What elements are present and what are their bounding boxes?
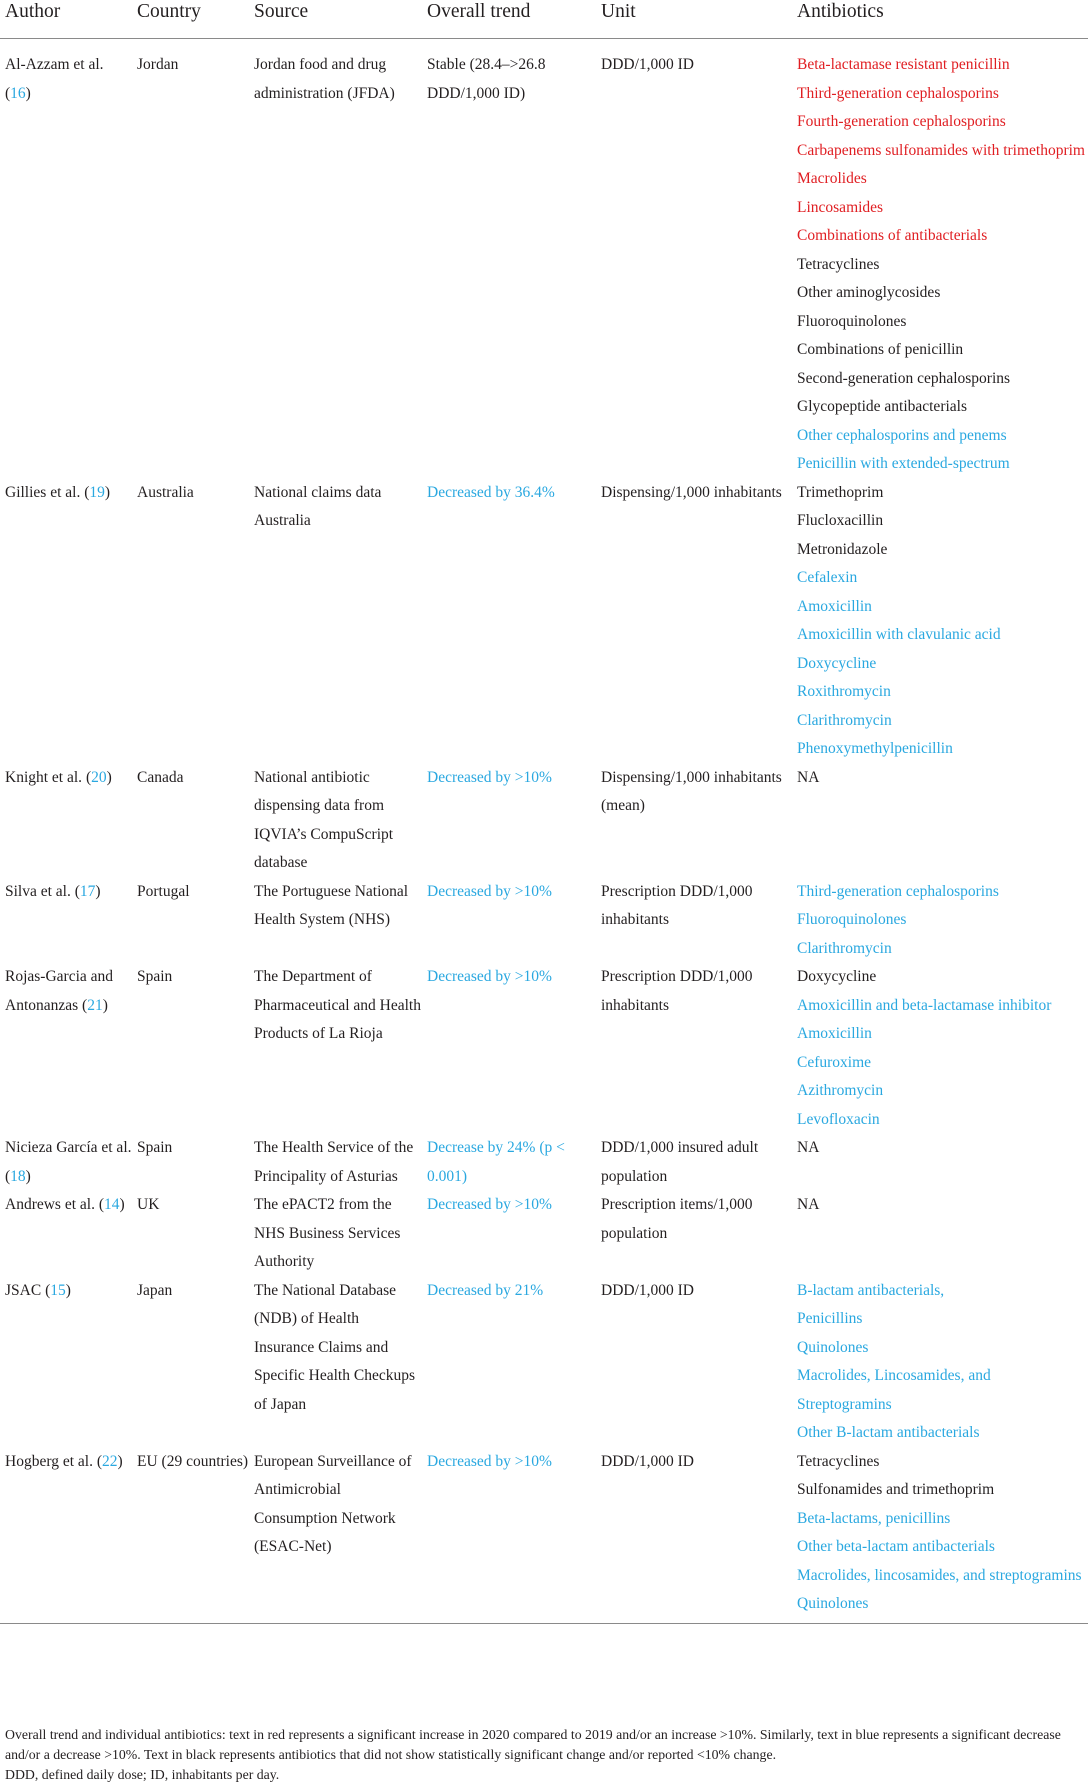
antibiotic-item: Beta-lactams, penicillins	[797, 1509, 951, 1527]
author-name: Rojas-Garcia and Antonanzas	[5, 968, 114, 1014]
trend-cell	[422, 1448, 596, 1624]
antibiotic-item: Quinolones	[797, 1595, 869, 1612]
antibiotics-cell	[792, 479, 1088, 764]
header-source: Source	[249, 0, 422, 39]
antibiotics-cell	[792, 1448, 1088, 1624]
table-row	[0, 1134, 1088, 1191]
author-name: Silva et al.	[5, 882, 71, 900]
source-cell	[249, 878, 422, 964]
author-name: Andrews et al.	[5, 1196, 95, 1213]
antibiotic-item: Macrolides	[797, 170, 867, 187]
country-cell	[132, 479, 249, 764]
country-cell	[132, 1134, 249, 1191]
antibiotic-item: Fluoroquinolones	[797, 911, 907, 928]
trend-cell	[422, 1191, 596, 1277]
unit-cell	[596, 39, 792, 479]
source-text: The ePACT2 from the NHS Business Services Authority	[254, 1196, 401, 1270]
antibiotic-item: Cefalexin	[797, 569, 858, 586]
unit-text: DDD/1,000 ID	[601, 1452, 694, 1470]
reference-link[interactable]: 19	[89, 483, 105, 501]
unit-text: Dispensing/1,000 inhabitants (mean)	[601, 768, 782, 814]
header-overall-trend: Overall trend	[422, 0, 596, 39]
source-cell	[249, 479, 422, 764]
unit-cell	[596, 764, 792, 878]
country-cell	[132, 963, 249, 1134]
antibiotic-item: Clarithromycin	[797, 939, 892, 957]
unit-cell	[596, 1277, 792, 1448]
source-text: The Health Service of the Principality of Asturias	[254, 1139, 414, 1185]
antibiotic-item: Other aminoglycosides	[797, 284, 941, 301]
antibiotic-item: Third-generation cephalosporins	[797, 882, 999, 900]
author-name: Knight et al.	[5, 768, 83, 786]
trend-cell	[422, 479, 596, 764]
unit-cell	[596, 1134, 792, 1191]
source-text: The National Database (NDB) of Health Insurance Claims and Specific Health Checkups of Japan	[254, 1281, 415, 1413]
reference-link[interactable]: 15	[50, 1281, 66, 1299]
trend-cell	[422, 1277, 596, 1448]
table-row	[0, 1448, 1088, 1624]
antibiotics-cell	[792, 39, 1088, 479]
footnote-color-legend: Overall trend and individual antibiotics: text in red represents a significant increase in 2020 compared to 2019 and/or an increase >10%. Similarly, text in blue represents a significant decrease and/or a decrease >10%. Text in black represents antibiotics that did not show statistically significant change and/or reported <10% change.	[5, 1727, 1061, 1762]
header-antibiotics: Antibiotics	[792, 0, 1088, 39]
antibiotic-item: B-lactam antibacterials,	[797, 1281, 945, 1299]
antibiotic-item: Fluoroquinolones	[797, 312, 907, 330]
antibiotic-item: Phenoxymethylpenicillin	[797, 740, 953, 757]
author-cell: Al-Azzam et al. (16)	[5, 56, 104, 102]
antibiotic-item: Azithromycin	[797, 1082, 884, 1099]
author-cell: Knight et al. (20)	[5, 768, 112, 786]
antibiotic-item: Glycopeptide antibacterials	[797, 398, 968, 415]
antibiotics-cell	[792, 764, 1088, 878]
antibiotic-item: Tetracyclines	[797, 1452, 880, 1470]
source-text: Jordan food and drug administration (JFDA)	[254, 56, 395, 102]
author-name: Nicieza García et al.	[5, 1139, 132, 1156]
antibiotic-item: Carbapenems sulfonamides with trimethoprim	[797, 141, 1085, 159]
antibiotic-item: Penicillins	[797, 1310, 863, 1327]
reference-link[interactable]: 17	[79, 882, 96, 900]
trend-text: Decreased by >10%	[427, 1452, 552, 1470]
antibiotic-item: Other cephalosporins and penems	[797, 426, 1007, 444]
unit-text: Prescription items/1,000 population	[601, 1196, 753, 1242]
antibiotics-cell	[792, 878, 1088, 964]
author-cell: JSAC (15)	[5, 1281, 71, 1299]
trend-cell	[422, 764, 596, 878]
country-cell	[132, 878, 249, 964]
unit-text: Prescription DDD/1,000 inhabitants	[601, 968, 753, 1014]
unit-cell	[596, 1448, 792, 1624]
antibiotics-cell	[792, 963, 1088, 1134]
author-name: Al-Azzam et al.	[5, 56, 104, 73]
antibiotics-cell	[792, 1191, 1088, 1277]
unit-text: DDD/1,000 insured adult population	[601, 1139, 759, 1185]
country-text: UK	[137, 1196, 160, 1213]
country-cell	[132, 39, 249, 479]
author-cell: Hogberg et al. (22)	[0, 1448, 132, 1624]
country-cell	[132, 1191, 249, 1277]
country-cell	[132, 1448, 249, 1624]
antibiotic-item: Tetracyclines	[797, 255, 880, 273]
source-text: National antibiotic dispensing data from IQVIA’s CompuScript database	[254, 768, 394, 871]
trend-text: Decreased by >10%	[427, 882, 552, 900]
trend-text: Decreased by >10%	[427, 768, 552, 786]
antibiotic-item: Doxycycline	[797, 968, 877, 985]
table-footnote	[5, 1725, 1087, 1785]
trend-text: Decreased by >10%	[427, 1196, 552, 1213]
trend-text: Decrease by 24% (p < 0.001)	[427, 1139, 565, 1185]
trend-text: Decreased by >10%	[427, 968, 552, 985]
antibiotic-item: Second-generation cephalosporins	[797, 369, 1011, 387]
antibiotic-item: Clarithromycin	[797, 711, 892, 729]
table-row	[0, 39, 1088, 479]
source-text: European Surveillance of Antimicrobial Consumption Network (ESAC-Net)	[254, 1452, 412, 1555]
author-cell: Rojas-Garcia and Antonanzas (21)	[5, 968, 114, 1014]
table-header-row	[0, 0, 1088, 39]
antibiotic-item: Metronidazole	[797, 540, 888, 558]
source-cell	[249, 1277, 422, 1448]
source-text: The Portuguese National Health System (NHS)	[254, 882, 409, 928]
antibiotic-item: Other beta-lactam antibacterials	[797, 1538, 995, 1555]
antibiotic-item: Other B-lactam antibacterials	[797, 1424, 980, 1441]
reference-link[interactable]: 20	[91, 768, 107, 786]
unit-text: Dispensing/1,000 inhabitants	[601, 483, 782, 501]
source-cell	[249, 1448, 422, 1624]
reference-link[interactable]: 14	[104, 1196, 120, 1213]
antibiotic-item: Doxycycline	[797, 654, 877, 672]
unit-cell	[596, 479, 792, 764]
header-author: Author	[0, 0, 132, 39]
country-text: Jordan	[137, 56, 179, 73]
table-body	[0, 39, 1088, 1624]
country-text: Canada	[137, 768, 184, 786]
antibiotics-cell	[792, 1134, 1088, 1191]
table-row	[0, 479, 1088, 764]
header-country: Country	[132, 0, 249, 39]
country-cell	[132, 764, 249, 878]
source-text: National claims data Australia	[254, 483, 382, 529]
trend-cell	[422, 1134, 596, 1191]
antibiotics-cell	[792, 1277, 1088, 1448]
table-row	[0, 1277, 1088, 1448]
unit-text: DDD/1,000 ID	[601, 56, 694, 73]
antibiotic-item: Lincosamides	[797, 198, 884, 216]
author-cell: Silva et al. (17)	[5, 882, 101, 900]
unit-text: Prescription DDD/1,000 inhabitants	[601, 882, 753, 928]
trend-text: Decreased by 21%	[427, 1281, 544, 1299]
antibiotic-item: Amoxicillin with clavulanic acid	[797, 626, 1001, 643]
unit-cell	[596, 1191, 792, 1277]
trend-cell	[422, 878, 596, 964]
country-text: EU (29 countries)	[137, 1452, 249, 1470]
source-text: The Department of Pharmaceutical and Health Products of La Rioja	[254, 968, 421, 1042]
author-cell: Andrews et al. (14)	[5, 1196, 125, 1213]
antibiotic-item: NA	[797, 768, 820, 786]
table-row	[0, 963, 1088, 1134]
source-cell	[249, 764, 422, 878]
antibiotic-item: Macrolides, lincosamides, and streptogramins	[797, 1566, 1082, 1584]
country-cell	[132, 1277, 249, 1448]
table-row	[0, 764, 1088, 878]
antibiotic-item: Flucloxacillin	[797, 512, 884, 529]
antibiotic-item: Combinations of penicillin	[797, 341, 964, 358]
antibiotic-item: Combinations of antibacterials	[797, 227, 988, 244]
antibiotic-item: Amoxicillin and beta-lactamase inhibitor	[797, 996, 1052, 1014]
trend-text: Decreased by 36.4%	[427, 483, 555, 501]
antibiotic-item: Macrolides, Lincosamides, and Streptogramins	[797, 1367, 991, 1413]
author-name: Hogberg et al.	[5, 1452, 93, 1470]
antibiotic-item: Third-generation cephalosporins	[797, 84, 999, 102]
antibiotic-item: Levofloxacin	[797, 1110, 880, 1128]
unit-cell	[596, 878, 792, 964]
country-text: Portugal	[137, 882, 190, 900]
antibiotic-item: Quinolones	[797, 1338, 869, 1356]
antibiotic-item: Penicillin with extended-spectrum	[797, 455, 1010, 472]
unit-cell	[596, 963, 792, 1134]
table-row	[0, 878, 1088, 964]
antibiotic-item: Amoxicillin	[797, 597, 872, 615]
reference-link[interactable]: 22	[102, 1452, 118, 1470]
antibiotic-item: Fourth-generation cephalosporins	[797, 113, 1006, 130]
trend-text: Stable (28.4–>26.8 DDD/1,000 ID)	[427, 56, 546, 102]
country-text: Spain	[137, 968, 173, 985]
antibiotic-item: Cefuroxime	[797, 1053, 872, 1071]
source-cell	[249, 1191, 422, 1277]
country-text: Spain	[137, 1139, 173, 1156]
unit-text: DDD/1,000 ID	[601, 1281, 694, 1299]
source-cell	[249, 1134, 422, 1191]
country-text: Australia	[137, 483, 194, 501]
author-name: JSAC	[5, 1281, 42, 1299]
antibiotic-item: NA	[797, 1139, 820, 1156]
source-cell	[249, 963, 422, 1134]
header-unit: Unit	[596, 0, 792, 39]
footnote-abbreviations: DDD, defined daily dose; ID, inhabitants per day.	[5, 1767, 280, 1782]
antibiotic-item: NA	[797, 1196, 820, 1213]
antibiotic-item: Trimethoprim	[797, 483, 884, 501]
author-cell: Gillies et al. (19)	[5, 483, 111, 501]
author-cell: Nicieza García et al. (18)	[5, 1139, 132, 1185]
antibiotic-item: Amoxicillin	[797, 1025, 872, 1042]
reference-link[interactable]: 18	[10, 1167, 26, 1185]
source-cell	[249, 39, 422, 479]
antibiotic-item: Sulfonamides and trimethoprim	[797, 1481, 995, 1498]
trend-cell	[422, 963, 596, 1134]
country-text: Japan	[137, 1281, 173, 1299]
antibiotic-item: Beta-lactamase resistant penicillin	[797, 56, 1010, 73]
author-name: Gillies et al.	[5, 483, 81, 501]
reference-link[interactable]: 21	[87, 996, 103, 1014]
antibiotic-item: Roxithromycin	[797, 683, 891, 700]
trend-cell	[422, 39, 596, 479]
table-row	[0, 1191, 1088, 1277]
reference-link[interactable]: 16	[10, 84, 26, 102]
